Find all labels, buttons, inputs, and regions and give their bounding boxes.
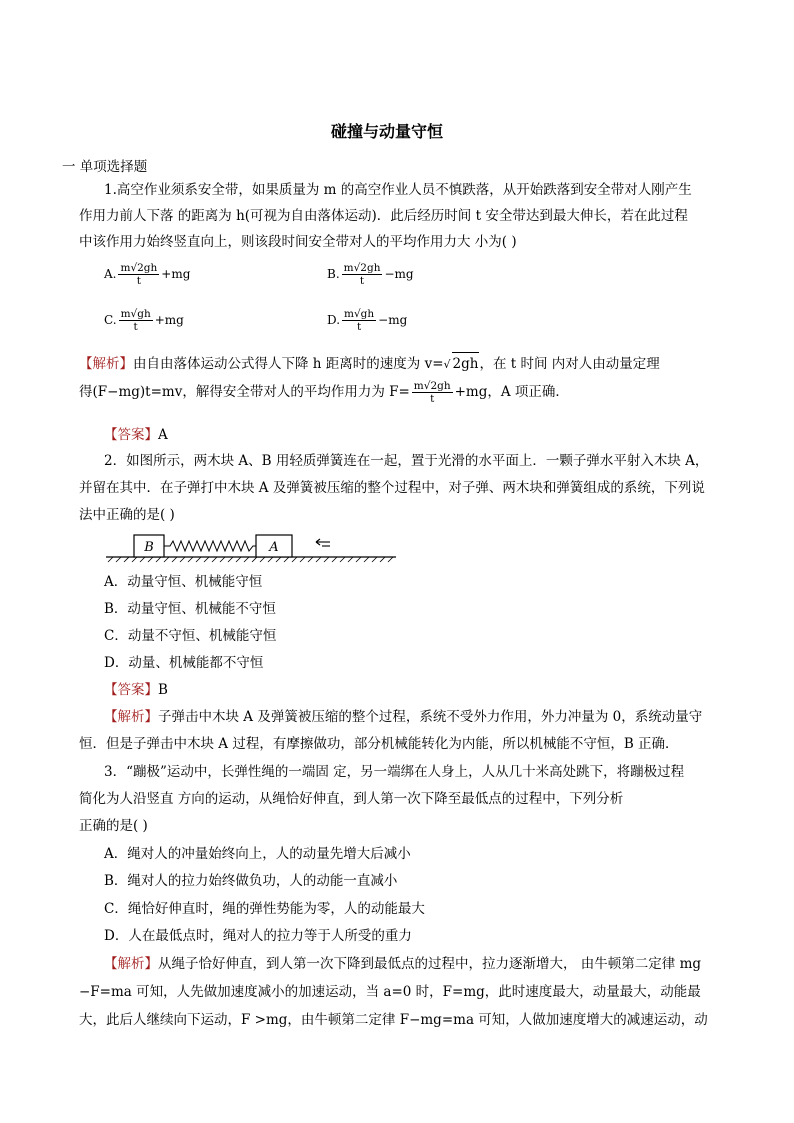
answer-tag: 【答案】 bbox=[104, 682, 158, 698]
q1-line-1: 1.高空作业须系安全带，如果质量为 m 的高空作业人员不慎跌落，从开始跌落到安全带对人刚产生 bbox=[104, 182, 692, 198]
q1-line-2: 作用力前人下落 的距离为 h(可视为自由落体运动)．此后经历时间 t 安全带达到最大伸长，若在此过程 bbox=[79, 208, 688, 224]
analysis-tag: 【解析】 bbox=[104, 956, 158, 972]
block-b-label: B bbox=[144, 540, 154, 555]
q2-line-2: 并留在其中．在子弹打中木块 A 及弹簧被压缩的整个过程中，对子弹、两木块和弹簧组成的系统，下列说 bbox=[79, 480, 705, 496]
option-label: B. bbox=[327, 267, 340, 281]
q2-option-a: A．动量守恒、机械能守恒 bbox=[104, 574, 263, 590]
q2-option-c: C．动量不守恒、机械能守恒 bbox=[104, 628, 277, 644]
q2-line-1: 2．如图所示，两木块 A、B 用轻质弹簧连在一起，置于光滑的水平面上．一颗子弹水平射入木块 A， bbox=[104, 453, 709, 469]
numerator: m√2gh bbox=[343, 262, 381, 274]
q2-option-d: D．动量、机械能都不守恒 bbox=[104, 655, 264, 671]
q3-line-1: 3．“蹦极”运动中，长弹性绳的一端固 定，另一端绑在人身上，人从几十米高处跳下，将蹦极过程 bbox=[104, 764, 685, 780]
q1-analysis-line-2 bbox=[79, 380, 569, 405]
page-title: 碰撞与动量守恒 bbox=[331, 122, 444, 141]
fraction bbox=[119, 308, 153, 333]
option-label: D. bbox=[327, 313, 341, 327]
spring bbox=[164, 541, 256, 551]
q1-option-c bbox=[104, 308, 184, 333]
analysis-tag: 【解析】 bbox=[79, 356, 133, 372]
q2-option-b: B．动量守恒、机械能不守恒 bbox=[104, 601, 276, 617]
option-label: A. bbox=[104, 267, 117, 281]
bullet-arrow-icon bbox=[316, 539, 330, 546]
denominator: t bbox=[359, 275, 365, 287]
analysis-text: +mg，A 项正确． bbox=[454, 384, 569, 400]
sqrt-radicand: 2gh bbox=[452, 352, 480, 375]
fraction bbox=[342, 308, 376, 333]
analysis-text: 由自由落体运动公式得人下降 h 距离时的速度为 v= bbox=[133, 356, 444, 372]
q1-option-d bbox=[327, 308, 407, 333]
q3-line-2: 简化为人沿竖直 方向的运动，从绳恰好伸直，到人第一次下降至最低点的过程中，下列分析 bbox=[79, 791, 624, 807]
numerator: m√gh bbox=[120, 308, 151, 320]
denominator: t bbox=[356, 321, 362, 333]
analysis-text: 得(F−mg)t=mv，解得安全带对人的平均作用力为 F= bbox=[79, 384, 410, 400]
option-tail: −mg bbox=[378, 313, 408, 327]
fraction bbox=[118, 262, 159, 287]
denominator: t bbox=[136, 275, 141, 287]
option-tail: +mg bbox=[161, 267, 191, 281]
q1-analysis-line-1 bbox=[79, 352, 660, 376]
numerator: m√2gh bbox=[120, 262, 158, 274]
q1-line-3: 中该作用力始终竖直向上，则该段时间安全带对人的平均作用力大 小为( ) bbox=[79, 234, 517, 250]
analysis-text: 从绳子恰好伸直，到人第一次下降到最低点的过程中，拉力逐渐增大， 由牛顿第二定律 mg bbox=[158, 956, 702, 972]
q3-analysis-line-3: 大，此后人继续向下运动，F >mg，由牛顿第二定律 F−mg=ma 可知，人做加速度增大的减速运动，动 bbox=[79, 1012, 708, 1028]
sqrt-sign-icon: √ bbox=[443, 358, 451, 371]
q2-analysis-line-1 bbox=[104, 706, 702, 728]
numerator: m√gh bbox=[344, 308, 375, 320]
answer-value: B bbox=[158, 682, 168, 698]
analysis-text: ，在 t 时间 内对人由动量定理 bbox=[479, 356, 660, 372]
analysis-text: 子弹击中木块 A 及弹簧被压缩的整个过程，系统不受外力作用，外力冲量为 0，系统动量守 bbox=[158, 709, 703, 725]
answer-tag: 【答案】 bbox=[104, 427, 158, 443]
analysis-tag: 【解析】 bbox=[104, 709, 158, 725]
q2-line-3: 法中正确的是( ) bbox=[79, 507, 175, 523]
ground-hatching bbox=[108, 557, 393, 562]
q2-analysis-line-2: 恒．但是子弹击中木块 A 过程，有摩擦做功，部分机械能转化为内能，所以机械能不守恒，B 正确． bbox=[79, 736, 679, 752]
denominator: t bbox=[430, 393, 435, 405]
block-a-label: A bbox=[269, 540, 279, 555]
denominator: t bbox=[133, 321, 138, 333]
q2-figure bbox=[100, 529, 400, 565]
fraction bbox=[342, 262, 383, 287]
option-label: C. bbox=[104, 313, 117, 327]
q2-answer bbox=[104, 679, 168, 701]
numerator: m√2gh bbox=[413, 380, 451, 392]
q3-analysis-line-1 bbox=[104, 953, 701, 975]
q3-line-3: 正确的是( ) bbox=[79, 818, 148, 834]
section-heading: 一 单项选择题 bbox=[62, 159, 148, 175]
option-tail: −mg bbox=[384, 267, 414, 281]
q3-analysis-line-2: −F=ma 可知，人先做加速度减小的加速运动，当 a=0 时，F=mg，此时速度最大，动量最大，动能最 bbox=[79, 984, 701, 1000]
q3-option-b: B．绳对人的拉力始终做负功，人的动能一直减小 bbox=[104, 873, 398, 889]
answer-value: A bbox=[158, 427, 168, 443]
fraction bbox=[412, 380, 453, 405]
q1-option-a bbox=[104, 262, 190, 287]
q3-option-a: A．绳对人的冲量始终向上，人的动量先增大后减小 bbox=[104, 846, 411, 862]
q3-option-d: D．人在最低点时，绳对人的拉力等于人所受的重力 bbox=[104, 928, 412, 944]
q1-answer bbox=[104, 424, 168, 446]
q1-option-b bbox=[327, 262, 414, 287]
q3-option-c: C．绳恰好伸直时，绳的弹性势能为零，人的动能最大 bbox=[104, 901, 425, 917]
option-tail: +mg bbox=[154, 313, 184, 327]
